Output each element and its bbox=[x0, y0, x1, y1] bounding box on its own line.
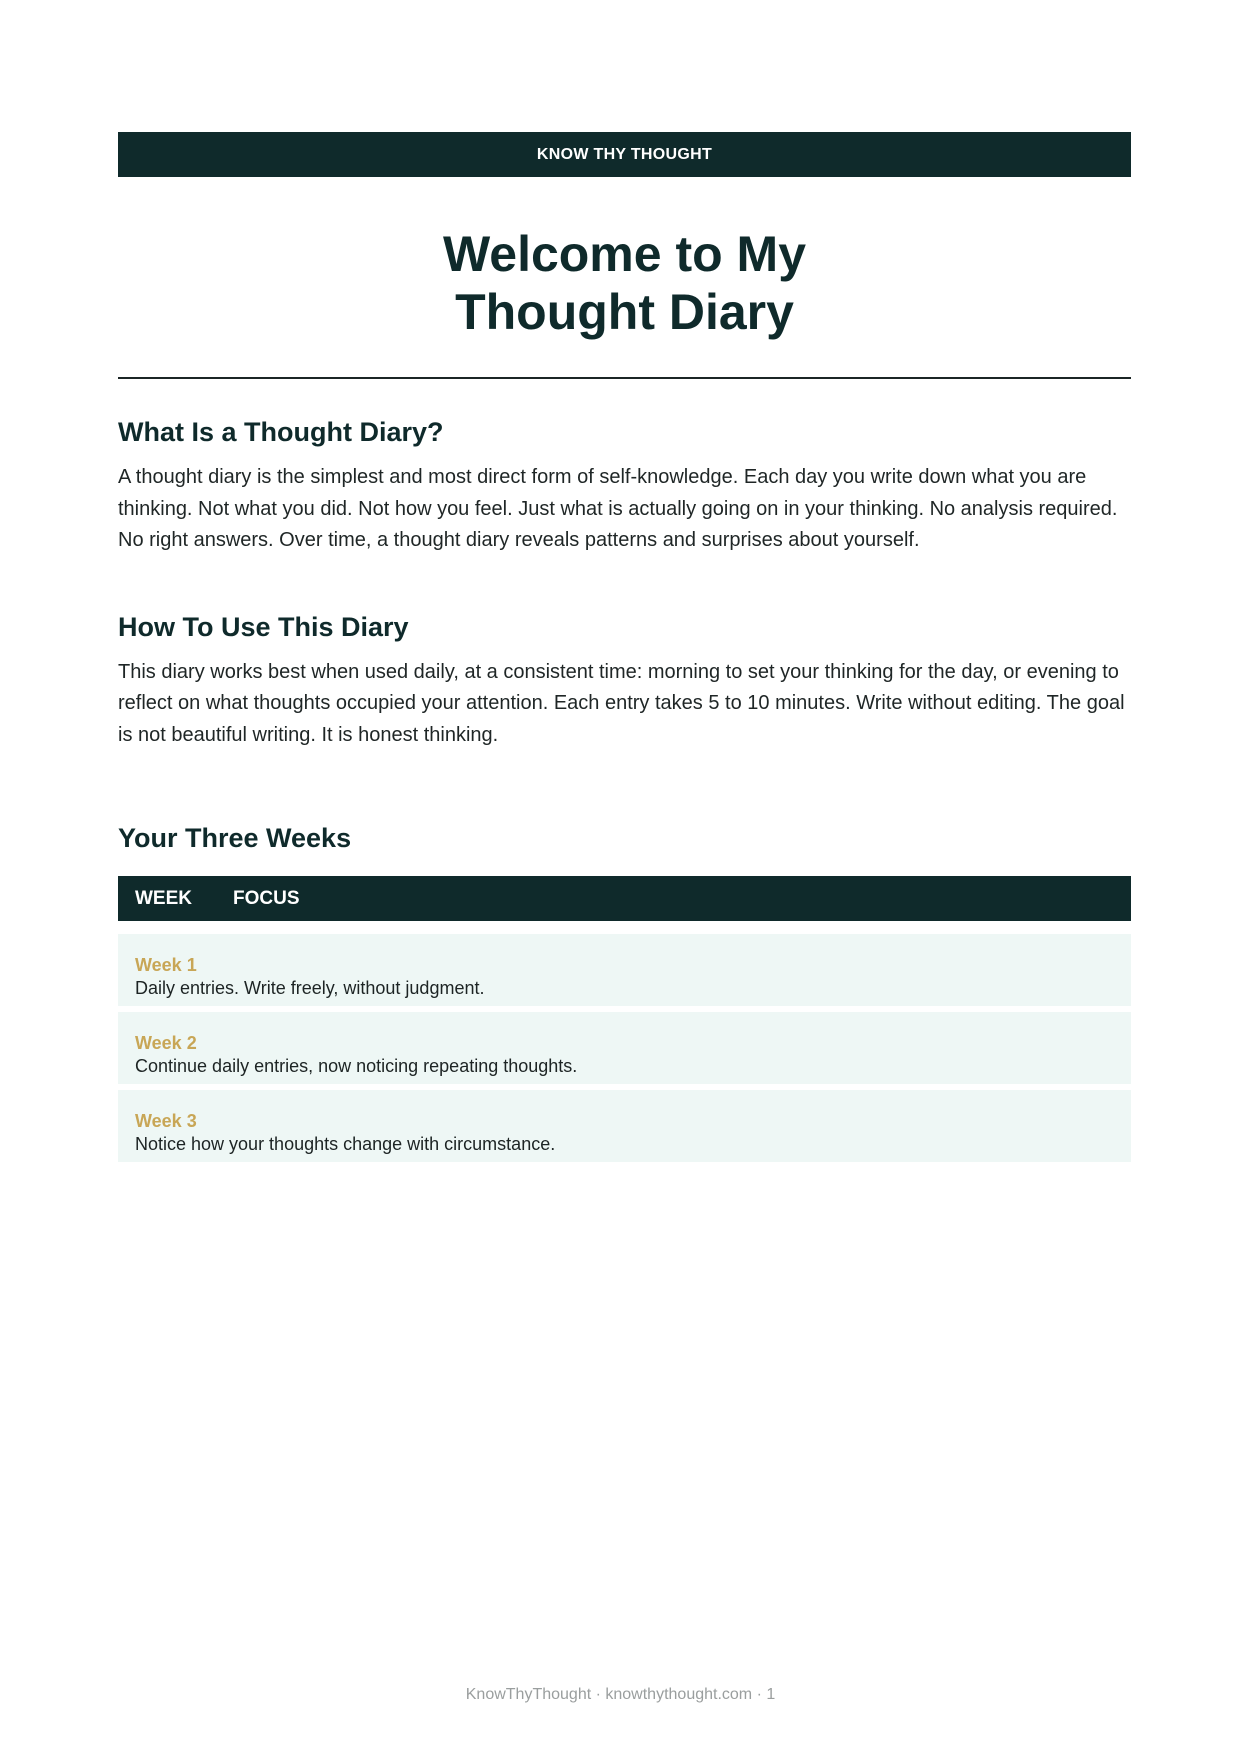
brand-label: KNOW THY THOUGHT bbox=[536, 145, 713, 163]
week-label: Week 1 bbox=[135, 955, 197, 975]
week-focus: Daily entries. Write freely, without judgment. bbox=[135, 978, 485, 998]
table-row bbox=[118, 1012, 1131, 1084]
brand-banner bbox=[118, 132, 1131, 177]
column-header-focus: FOCUS bbox=[233, 887, 300, 909]
section-three-weeks bbox=[118, 823, 1131, 1162]
section-paragraph: A thought diary is the simplest and most direct form of self-knowledge. Each day you write down what you are thinking. Not what you did. Not how you feel. Just what is actually going on in your thinking. No analysis required. No right answers. Over time, a thought diary reveals patterns and surprises about yourself. bbox=[118, 466, 1118, 551]
section-what-is bbox=[118, 417, 1131, 557]
section-heading: Your Three Weeks bbox=[118, 823, 352, 853]
week-label: Week 2 bbox=[135, 1033, 197, 1053]
section-heading: How To Use This Diary bbox=[118, 611, 409, 642]
week-focus: Continue daily entries, now noticing repeating thoughts. bbox=[135, 1056, 578, 1076]
page-footer: KnowThyThought · knowthythought.com · 1 bbox=[465, 1686, 776, 1703]
section-how-to-use bbox=[118, 612, 1131, 752]
column-header-week: WEEK bbox=[135, 887, 192, 909]
weeks-table-header bbox=[118, 876, 1131, 921]
week-focus: Notice how your thoughts change with circumstance. bbox=[135, 1134, 556, 1154]
document-page bbox=[118, 132, 1131, 1168]
week-label: Week 3 bbox=[135, 1111, 197, 1131]
section-heading: What Is a Thought Diary? bbox=[118, 417, 444, 447]
section-paragraph: This diary works best when used daily, at a consistent time: morning to set your thinking for the day, or evening to reflect on what thoughts occupied your attention. Each entry takes 5 to 10 minutes. Write without editing. The goal is not beautiful writing. It is honest thinking. bbox=[118, 660, 1125, 746]
title-divider bbox=[118, 377, 1131, 379]
page-title-line-1: Welcome to My bbox=[442, 226, 807, 282]
weeks-table-body bbox=[118, 934, 1131, 1162]
page-title bbox=[118, 225, 1131, 341]
page-title-line-2: Thought Diary bbox=[455, 284, 794, 340]
table-row bbox=[118, 934, 1131, 1006]
table-row bbox=[118, 1090, 1131, 1162]
